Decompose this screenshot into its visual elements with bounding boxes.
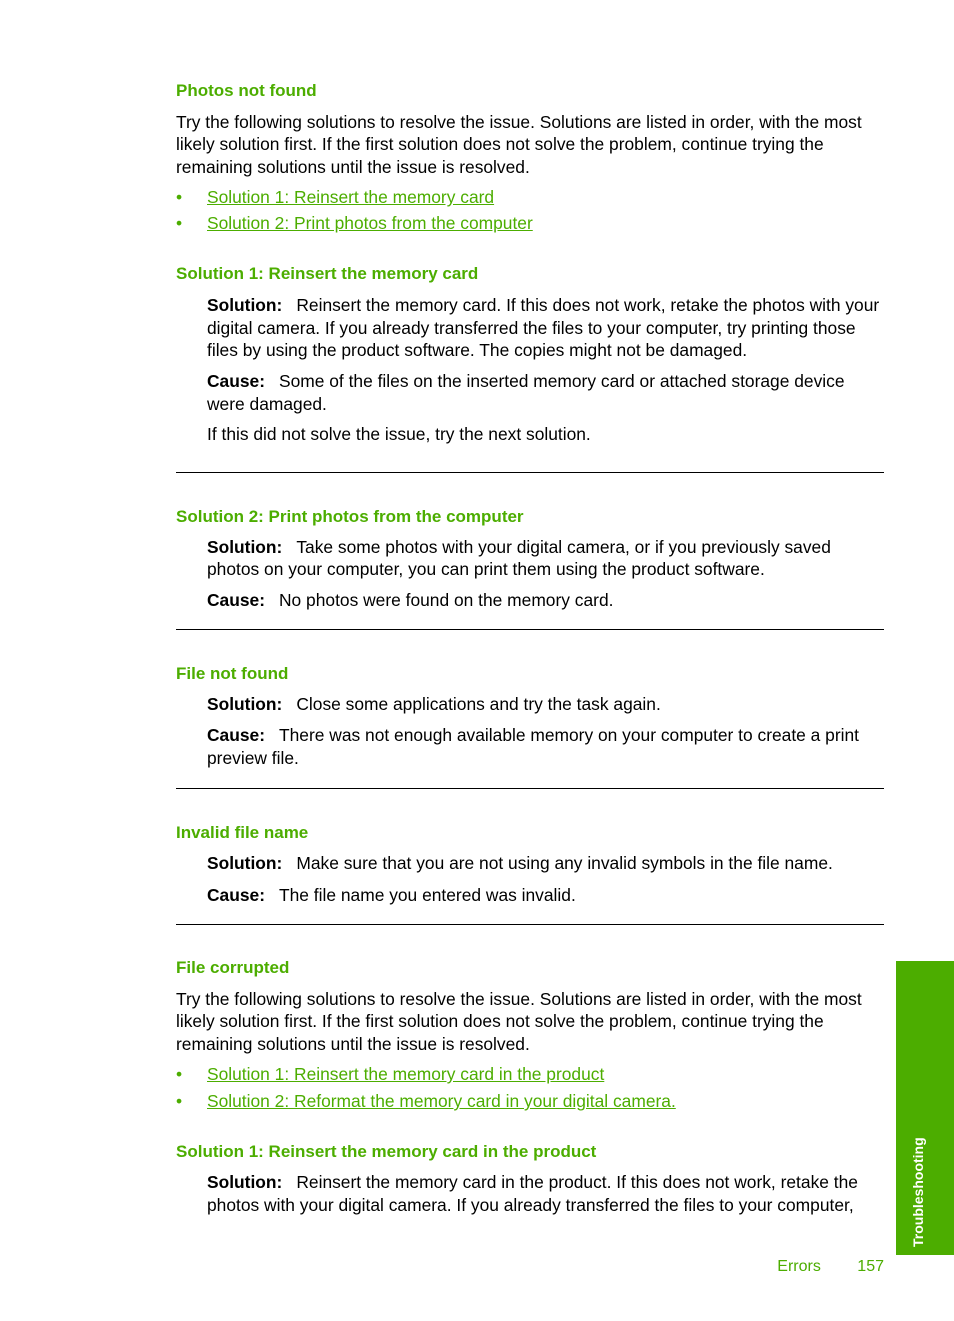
cause-text	[207, 589, 884, 611]
intro-paragraph: Try the following solutions to resolve the issue. Solutions are listed in order, with the most likely solution first. If the first solution does not solve the problem, continue trying the remaining solutions until the issue is resolved.	[176, 988, 862, 1054]
solution-body: Close some applications and try the task again.	[296, 693, 661, 714]
intro-paragraph: Try the following solutions to resolve the issue. Solutions are listed in order, with the most likely solution first. If the first solution does not solve the problem, continue trying the remaining solutions until the issue is resolved.	[176, 112, 862, 177]
footer-section: Errors	[777, 1258, 821, 1275]
solution-block	[207, 294, 884, 445]
bullet-icon: •	[176, 187, 183, 208]
link-solution-1[interactable]: Solution 1: Reinsert the memory card	[207, 187, 495, 208]
solution-text	[207, 294, 884, 361]
cause-text	[207, 724, 884, 769]
solution-label: Solution:	[207, 295, 283, 316]
divider	[176, 629, 884, 630]
cause-body: The file name you entered was invalid.	[279, 884, 576, 905]
cause-text	[207, 370, 884, 415]
cause-label: Cause:	[207, 590, 265, 611]
section-heading: File corrupted	[176, 957, 290, 977]
section-heading: Photos not found	[176, 81, 317, 100]
bullet-icon: •	[176, 1091, 183, 1112]
solution-text	[207, 693, 884, 715]
solution-text	[207, 852, 884, 874]
page-number: 157	[857, 1258, 884, 1275]
section-heading: Solution 1: Reinsert the memory card in the product	[176, 1142, 597, 1162]
list-item	[176, 212, 884, 234]
solution-block	[207, 852, 884, 906]
list-item	[176, 1063, 884, 1085]
divider	[176, 924, 884, 925]
cause-body: No photos were found on the memory card.	[279, 590, 614, 611]
solution-link-list	[176, 1063, 884, 1112]
link-solution-2[interactable]: Solution 2: Reformat the memory card in your digital camera.	[207, 1091, 676, 1112]
solution-block	[207, 536, 884, 612]
list-item	[176, 186, 884, 208]
solution-text	[207, 1171, 884, 1216]
solution-text	[207, 536, 884, 581]
cause-label: Cause:	[207, 725, 265, 746]
solution-body: Make sure that you are not using any invalid symbols in the file name.	[296, 853, 833, 874]
solution-block	[207, 1171, 884, 1216]
solution-body: Reinsert the memory card. If this does not work, retake the photos with your digital camera. If you already transferred the files to your computer, try printing those files by using the product software. The copies might not be damaged.	[207, 295, 880, 361]
solution-body: Take some photos with your digital camera, or if you previously saved photos on your computer, you can print them using the product software.	[207, 536, 831, 580]
link-solution-1[interactable]: Solution 1: Reinsert the memory card in the product	[207, 1064, 605, 1085]
list-item	[176, 1090, 884, 1112]
solution-label: Solution:	[207, 853, 283, 874]
next-solution-note: If this did not solve the issue, try the next solution.	[207, 424, 591, 445]
side-tab-label: Troubleshooting	[910, 1137, 926, 1247]
section-heading: Solution 2: Print photos from the computer	[176, 506, 524, 526]
cause-label: Cause:	[207, 371, 265, 392]
solution-link-list	[176, 186, 884, 234]
section-heading: File not found	[176, 663, 289, 683]
solution-body: Reinsert the memory card in the product. If this does not work, retake the photos with your digital camera. If you already transferred the files to your computer,	[207, 1172, 858, 1215]
page-footer	[777, 1258, 884, 1276]
divider	[176, 788, 884, 789]
divider	[176, 472, 884, 473]
troubleshooting-side-tab	[896, 961, 954, 1255]
link-solution-2[interactable]: Solution 2: Print photos from the computer	[207, 213, 533, 234]
cause-text	[207, 884, 884, 906]
cause-body: Some of the files on the inserted memory card or attached storage device were damaged.	[207, 371, 845, 414]
cause-body: There was not enough available memory on your computer to create a print preview file.	[207, 725, 859, 768]
solution-label: Solution:	[207, 693, 283, 714]
page-content	[176, 80, 884, 1216]
section-heading: Invalid file name	[176, 823, 309, 843]
bullet-icon: •	[176, 213, 183, 234]
solution-label: Solution:	[207, 536, 283, 557]
bullet-icon: •	[176, 1064, 183, 1085]
solution-label: Solution:	[207, 1172, 283, 1193]
cause-label: Cause:	[207, 884, 265, 905]
solution-block	[207, 693, 884, 769]
section-heading: Solution 1: Reinsert the memory card	[176, 264, 479, 284]
